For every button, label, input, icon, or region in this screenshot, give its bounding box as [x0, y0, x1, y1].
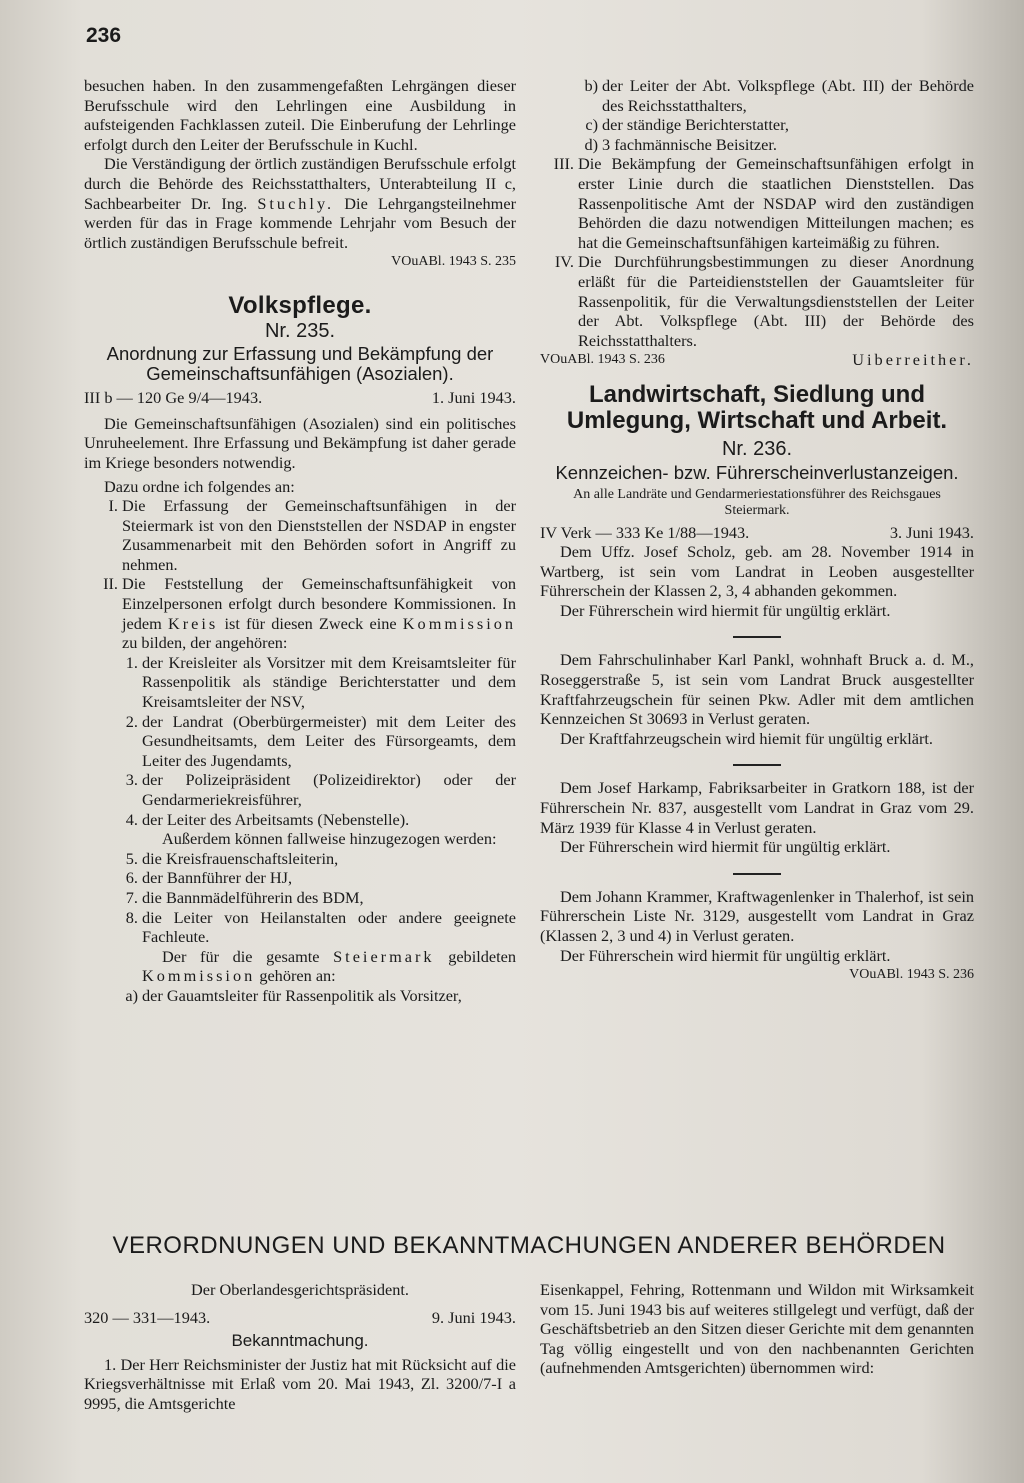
list-item: 8. die Leiter von Heilanstalten oder andere geeignete Fachleute.: [125, 907, 516, 947]
main-heading: VERORDNUNGEN UND BEKANNTMACHUNGEN ANDERER BEHÖRDEN: [112, 1232, 946, 1259]
paragraph: Eisenkappel, Fehring, Rottenmann und Wildon mit Wirksamkeit vom 15. Juni 1943 bis auf weiteres stillgelegt und verfügt, daß der Geschäftsbetrieb an den Sitzen dieser Gerichte mit dem genannten Tag völlig eingestellt und von den nachbenannten Gerichten (aufnehmenden Amtsgerichten) übernommen wird:: [540, 1280, 974, 1378]
list-item: a) der Gauamtsleiter für Rassenpolitik als Vorsitzer,: [125, 985, 462, 1005]
paragraph: Der Führerschein wird hiermit für ungültig erklärt.: [560, 945, 891, 965]
date: 1. Juni 1943.: [431, 388, 516, 408]
ordinance-list-continued: [540, 154, 974, 350]
list-item: 6. der Bannführer der HJ,: [125, 868, 293, 888]
paragraph: Der Führerschein wird hiermit für ungültig erklärt.: [560, 600, 891, 620]
paragraph: Dem Uffz. Josef Scholz, geb. am 28. November 1914 in Wartberg, ist sein vom Landrat in Leoben ausgestellter Führerschein der Klassen 2, 3, 4 abhanden gekommen.: [540, 542, 974, 601]
separator: [733, 636, 781, 638]
list-item: d) 3 fachmännische Beisitzer.: [584, 134, 777, 154]
list-item: 7. die Bannmädelführerin des BDM,: [125, 887, 364, 907]
authority: Der Oberlandesgerichtspräsident.: [191, 1280, 409, 1299]
person-name: Stuchly.: [257, 193, 335, 213]
paragraph: Dem Josef Harkamp, Fabriksarbeiter in Gratkorn 188, ist der Führerschein Nr. 837, ausgestellt vom Landrat in Graz vom 29. März 1939 für Klasse 4 in Verlust geraten.: [540, 778, 974, 837]
list-item: 2. der Landrat (Oberbürgermeister) mit dem Leiter des Gesundheitsamts, dem Leiter des Fürsorgeamts, dem Leiter des Jugendamts,: [125, 711, 516, 770]
citation: VOuABl. 1943 S. 235: [391, 254, 516, 270]
paragraph: Außerdem können fallweise hinzugezogen werden:: [162, 829, 497, 849]
list-item: b) der Leiter der Abt. Volkspflege (Abt. III) der Behörde des Reichsstatthalters,: [584, 76, 974, 115]
right-column: [540, 76, 974, 985]
list-item: c) der ständige Berichterstatter,: [585, 115, 789, 135]
paragraph: Der Führerschein wird hiermit für ungültig erklärt.: [560, 837, 891, 857]
signer: Uiberreither.: [852, 350, 974, 370]
citation: VOuABl. 1943 S. 236: [540, 352, 665, 368]
page-number: 236: [86, 24, 122, 47]
list-item: 5. die Kreisfrauenschaftsleiterin,: [125, 848, 339, 868]
announcement-number: Nr. 235.: [264, 319, 336, 342]
separator: [733, 873, 781, 875]
list-item: 3. der Polizeipräsident (Polizeidirektor) oder der Gendarmeriekreisführer,: [125, 770, 516, 809]
paragraph: besuchen haben. In den zusammengefaßten Lehrgängen dieser Berufsschule wird den Lehrlingen eine Ausbildung in aufsteigenden Fachklassen zuteil. Die Einberufung der Lehrlinge erfolgt durch den Leiter der Berufsschule in Kuchl.: [84, 76, 516, 154]
list-item: 4. der Leiter des Arbeitsamts (Nebenstelle).: [125, 809, 410, 829]
section-heading: Landwirtschaft, Siedlung und Umlegung, Wirtschaft und Arbeit.: [566, 380, 948, 434]
list-item: I. Die Erfassung der Gemeinschaftsunfähigen in der Steiermark ist von den Dienststellen der NSDAP in engster Zusammenarbeit mit den Behörden sofort in Angriff zu nehmen.: [108, 496, 516, 574]
left-column: [84, 76, 516, 1006]
section-heading: Volkspflege.: [228, 291, 372, 319]
file-number: III b — 120 Ge 9/4—1943.: [84, 388, 263, 408]
citation: VOuABl. 1943 S. 236: [849, 967, 974, 983]
date: 9. Juni 1943.: [431, 1307, 516, 1327]
paragraph: Die Verständigung der örtlich zuständigen Berufsschule erfolgt durch die Behörde des Reichsstatthalters, Unterabteilung II c, Sachbearbeiter Dr. Ing. Stuchly. Die Lehrgangsteilnehmer werden für das in Frage kommende Lehrjahr vom Besuch der örtlich zuständigen Berufsschule befreit.: [84, 154, 516, 252]
member-list-continued: [540, 76, 974, 154]
paragraph: Dem Fahrschulinhaber Karl Pankl, wohnhaft Bruck a. d. M., Roseggerstraße 5, ist sein vom Landrat Bruck ausgestellter Kraftfahrzeugschein für seinen Pkw. Adler mit dem amtlichen Kennzeichen St 30693 in Verlust geraten.: [540, 650, 974, 729]
list-item: II. Die Feststellung der Gemeinschaftsunfähigkeit von Einzelpersonen erfolgt durch besondere Kommissionen. In jedem Kreis ist für diesen Zweck eine Kommission zu bilden, der angehören:: [103, 574, 517, 653]
paragraph: Dem Johann Krammer, Kraftwagenlenker in Thalerhof, ist sein Führerschein Liste Nr. 3129, ausgestellt vom Landrat in Graz (Klassen 2, 3 und 4) in Verlust geraten.: [540, 886, 974, 945]
bottom-right-column: [540, 1280, 974, 1378]
announcement-title: Kennzeichen- bzw. Führerscheinverlustanzeigen.: [555, 461, 959, 483]
separator: [733, 764, 781, 766]
ordinance-list: [84, 496, 516, 1005]
signature-row: [540, 350, 974, 370]
file-number: IV Verk — 333 Ke 1/88—1943.: [540, 522, 750, 542]
bottom-left-column: [84, 1280, 516, 1414]
list-item: IV. Die Durchführungsbestimmungen zu dieser Anordnung erläßt für die Parteidienststellen der Gauamtsleiter für Rassenpolitik, für die Verwaltungsdienststellen der Leiter der Abt. Volkspflege (Abt. III) der Behörde des Reichsstatthalters.: [554, 252, 974, 350]
announcement-title: Bekanntmachung.: [231, 1331, 369, 1351]
list-item: 1. der Kreisleiter als Vorsitzer mit dem Kreisamtsleiter für Rassenpolitik als ständige Berichterstatter und dem Kreisamtsleiter der NSV,: [125, 652, 516, 712]
list-item: III. Die Bekämpfung der Gemeinschaftsunfähigen erfolgt in erster Linie durch die staatlichen Dienststellen. Das Rassenpolitische Amt der NSDAP wird den zuständigen Behörden die dazu notwendigen Mitteilungen machen; es hat die Gemeinschaftsunfähigen karteimäßig zu führen.: [553, 154, 974, 252]
paragraph: 1. Der Herr Reichsminister der Justiz hat mit Rücksicht auf die Kriegsverhältnisse mit Erlaß vom 20. Mai 1943, Zl. 3200/7-I a 9995, die Amtsgerichte: [84, 1354, 516, 1413]
paragraph: Dazu ordne ich folgendes an:: [104, 476, 295, 496]
member-list: [122, 653, 516, 1006]
file-date-row: [540, 523, 974, 543]
paragraph: Der Kraftfahrzeugschein wird hiemit für ungültig erklärt.: [560, 728, 933, 748]
announcement-title: Anordnung zur Erfassung und Bekämpfung der Gemeinschaftsunfähigen (Asozialen).: [106, 343, 494, 385]
file-number: 320 — 331—1943.: [84, 1307, 211, 1327]
date: 3. Juni 1943.: [889, 522, 974, 542]
addressee: An alle Landräte und Gendarmeriestationsführer des Reichsgaues Steiermark.: [573, 486, 941, 518]
announcement-number: Nr. 236.: [721, 437, 793, 460]
file-date-row: [84, 1308, 516, 1328]
paragraph: Der für die gesamte Steiermark gebildeten Kommission gehören an:: [142, 946, 516, 986]
paragraph: Die Gemeinschaftsunfähigen (Asozialen) sind ein politisches Unruheelement. Ihre Erfassung und Bekämpfung ist daher gerade im Kriege besonders notwendig.: [84, 413, 516, 472]
file-date-row: [84, 388, 516, 408]
